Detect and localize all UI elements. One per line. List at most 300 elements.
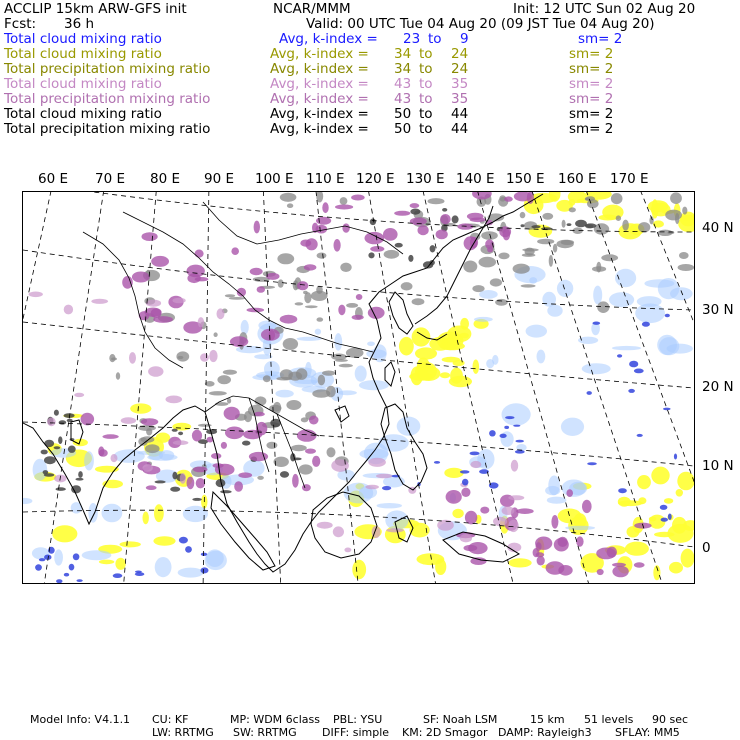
cloud-blob bbox=[546, 561, 565, 574]
field-avg-label: Avg, k-index = bbox=[270, 91, 369, 107]
field-name: Total precipitation mixing ratio bbox=[4, 61, 211, 77]
cloud-blob bbox=[665, 314, 670, 318]
cloud-blob bbox=[681, 549, 694, 568]
field-name: Total cloud mixing ratio bbox=[4, 46, 162, 62]
cloud-blob bbox=[587, 462, 597, 465]
cloud-blob bbox=[141, 418, 158, 425]
field-avg-label: Avg, k-index = bbox=[270, 46, 369, 62]
cloud-blob bbox=[178, 568, 204, 578]
cloud-blob bbox=[558, 537, 568, 547]
cloud-blob bbox=[592, 266, 606, 272]
cloud-blob bbox=[54, 446, 61, 449]
cloud-blob bbox=[143, 512, 149, 525]
cloud-blob bbox=[352, 315, 364, 320]
cloud-blob bbox=[23, 498, 32, 504]
cloud-blob bbox=[177, 356, 183, 359]
field-sm: sm= 2 bbox=[569, 46, 614, 62]
field-name: Total precipitation mixing ratio bbox=[4, 121, 211, 137]
cloud-blob bbox=[597, 569, 604, 575]
cloud-blob bbox=[135, 572, 144, 576]
field-name: Total cloud mixing ratio bbox=[4, 76, 162, 92]
cloud-blob bbox=[515, 450, 525, 454]
cloud-blob bbox=[180, 473, 186, 484]
cloud-blob bbox=[322, 371, 335, 376]
cloud-blob bbox=[658, 278, 680, 299]
cloud-blob bbox=[616, 215, 621, 221]
cloud-blob bbox=[612, 346, 641, 350]
cloud-blob bbox=[151, 256, 169, 267]
cloud-blob bbox=[473, 360, 480, 374]
cloud-blob bbox=[254, 354, 272, 359]
cloud-blob bbox=[663, 408, 671, 411]
pbl-scheme: PBL: YSU bbox=[333, 713, 383, 726]
cloud-blob bbox=[386, 528, 404, 532]
cloud-blob bbox=[244, 411, 252, 422]
cloud-blob bbox=[576, 536, 583, 546]
field-k-start: 34 bbox=[394, 61, 412, 77]
longitude-label: 110 E bbox=[306, 171, 345, 187]
cloud-blob bbox=[241, 320, 249, 335]
cloud-blob bbox=[229, 297, 245, 300]
cloud-blob bbox=[618, 497, 631, 507]
cloud-blob bbox=[651, 467, 669, 485]
cloud-blob bbox=[84, 451, 94, 470]
cloud-blob bbox=[195, 250, 204, 258]
cloud-blob bbox=[460, 470, 470, 473]
cloud-blob bbox=[220, 490, 232, 493]
cloud-blob bbox=[312, 456, 320, 467]
cloud-blob bbox=[479, 257, 497, 268]
cloud-blob bbox=[677, 472, 694, 491]
cloud-blob bbox=[115, 558, 125, 570]
cloud-blob bbox=[334, 333, 342, 351]
damp-scheme: DAMP: Rayleigh3 bbox=[498, 726, 592, 739]
cloud-blob bbox=[625, 542, 649, 556]
cloud-blob bbox=[665, 210, 682, 221]
cloud-blob bbox=[88, 503, 97, 523]
cloud-blob bbox=[516, 508, 534, 514]
cloud-blob bbox=[417, 366, 440, 381]
cloud-blob bbox=[327, 447, 336, 457]
cloud-blob bbox=[470, 452, 480, 456]
cloud-blob bbox=[305, 449, 316, 454]
cloud-blob bbox=[664, 498, 673, 504]
field-row bbox=[0, 47, 740, 62]
cloud-blob bbox=[286, 400, 301, 410]
field-sm: sm= 2 bbox=[569, 106, 614, 122]
cloud-blob bbox=[635, 304, 665, 324]
cloud-blob bbox=[234, 481, 243, 492]
cloud-blob bbox=[309, 416, 319, 425]
cloud-blob bbox=[257, 476, 264, 480]
cloud-blob bbox=[505, 416, 514, 419]
cloud-blob bbox=[221, 442, 227, 449]
cloud-blob bbox=[214, 332, 218, 337]
coastline-hainan bbox=[335, 406, 349, 422]
cloud-blob bbox=[537, 239, 554, 245]
cloud-blob bbox=[682, 207, 687, 215]
cloud-blob bbox=[569, 207, 576, 212]
cloud-blob bbox=[142, 232, 158, 241]
footer-line-1 bbox=[0, 713, 740, 726]
cloud-blob bbox=[642, 322, 650, 327]
cloud-blob bbox=[359, 380, 389, 390]
cloud-blob bbox=[120, 541, 141, 547]
cloud-blob bbox=[342, 223, 349, 232]
cloud-blob bbox=[52, 525, 77, 542]
cloud-blob bbox=[521, 224, 525, 227]
cloud-blob bbox=[370, 246, 384, 252]
footer-line-2 bbox=[0, 726, 740, 739]
cloud-blob bbox=[376, 474, 392, 479]
cloud-blob bbox=[340, 197, 348, 205]
cloud-blob bbox=[653, 220, 664, 227]
cloud-blob bbox=[537, 556, 545, 566]
header-line-1 bbox=[0, 2, 740, 17]
model-info: Model Info: V4.1.1 bbox=[30, 713, 131, 726]
field-sm: sm= 2 bbox=[569, 121, 614, 137]
mp-scheme: MP: WDM 6class bbox=[230, 713, 320, 726]
field-name: Total cloud mixing ratio bbox=[4, 106, 162, 122]
cloud-blob bbox=[339, 364, 353, 368]
field-k-start: 50 bbox=[394, 121, 412, 137]
cu-scheme: CU: KF bbox=[152, 713, 189, 726]
cloud-blob bbox=[340, 263, 351, 272]
field-k-end: 35 bbox=[451, 91, 469, 107]
cloud-blob bbox=[132, 272, 150, 283]
cloud-blob bbox=[618, 223, 641, 239]
cloud-blob bbox=[601, 254, 618, 261]
cloud-blob bbox=[56, 579, 62, 583]
cloud-blob bbox=[98, 446, 104, 456]
cloud-blob bbox=[521, 284, 536, 287]
cloud-blob bbox=[515, 440, 524, 443]
cloud-blob bbox=[668, 514, 672, 520]
cloud-blob bbox=[597, 301, 609, 313]
cloud-blob bbox=[511, 460, 518, 472]
cloud-blob bbox=[295, 302, 304, 305]
cloud-blob bbox=[440, 214, 451, 224]
cloud-blob bbox=[155, 557, 172, 577]
cloud-blob bbox=[317, 253, 327, 259]
cloud-blob bbox=[493, 517, 507, 526]
cloud-blob bbox=[82, 550, 112, 560]
cloud-blob bbox=[526, 325, 547, 338]
longitude-label: 60 E bbox=[38, 171, 68, 187]
cloud-blob bbox=[316, 217, 331, 225]
cloud-blob bbox=[551, 515, 558, 529]
cloud-blob bbox=[545, 486, 560, 495]
cloud-blob bbox=[78, 471, 83, 478]
cloud-blob bbox=[44, 473, 55, 476]
cloud-blob bbox=[277, 253, 294, 264]
cloud-blob bbox=[382, 486, 391, 490]
cloud-blob bbox=[121, 417, 136, 424]
field-to: to bbox=[428, 31, 442, 47]
longitude-label: 170 E bbox=[610, 171, 649, 187]
cloud-blob bbox=[611, 193, 623, 204]
cloud-blob bbox=[442, 208, 447, 212]
cloud-blob bbox=[297, 281, 308, 290]
field-to: to bbox=[419, 121, 433, 137]
cloud-blob bbox=[99, 560, 114, 565]
cloud-blob bbox=[156, 433, 170, 443]
cloud-blob bbox=[412, 298, 425, 305]
cloud-blob bbox=[508, 558, 532, 567]
cloud-blob bbox=[185, 546, 192, 553]
cloud-blob bbox=[394, 211, 410, 216]
cloud-blob bbox=[537, 350, 546, 364]
cloud-blob bbox=[489, 430, 496, 436]
cloud-blob bbox=[250, 268, 263, 275]
cloud-blob bbox=[129, 352, 136, 364]
cloud-blob bbox=[649, 515, 665, 529]
field-name: Total cloud mixing ratio bbox=[4, 31, 162, 47]
cloud-blob bbox=[64, 305, 73, 315]
cloud-blob bbox=[622, 220, 629, 231]
cloud-blob bbox=[292, 474, 299, 488]
cloud-blob bbox=[368, 458, 386, 467]
cloud-blob bbox=[145, 444, 160, 453]
cloud-blob bbox=[211, 453, 221, 459]
cloud-blob bbox=[263, 375, 271, 382]
cloud-blob bbox=[103, 434, 119, 439]
cloud-blob bbox=[428, 198, 445, 204]
cloud-blob bbox=[395, 243, 403, 248]
cloud-blob bbox=[444, 468, 463, 478]
cloud-blob bbox=[575, 220, 587, 228]
field-to: to bbox=[419, 61, 433, 77]
cloud-blob bbox=[566, 489, 573, 497]
cloud-blob bbox=[450, 368, 463, 384]
cloud-blob bbox=[434, 461, 440, 464]
cloud-blob bbox=[658, 230, 673, 236]
cloud-blob bbox=[399, 337, 414, 356]
cloud-blob bbox=[567, 223, 572, 226]
longitude-label: 90 E bbox=[204, 171, 234, 187]
longitude-label: 70 E bbox=[95, 171, 125, 187]
cloud-blob bbox=[205, 551, 227, 570]
field-to: to bbox=[419, 106, 433, 122]
cloud-blob bbox=[238, 472, 252, 478]
field-k-end: 9 bbox=[460, 31, 469, 47]
cloud-blob bbox=[77, 579, 83, 582]
longitude-label: 80 E bbox=[150, 171, 180, 187]
cloud-blob bbox=[568, 199, 575, 206]
km-scheme: KM: 2D Smagor bbox=[402, 726, 488, 739]
cloud-blob bbox=[436, 230, 448, 240]
fcst-label: Fcst: bbox=[4, 16, 37, 32]
cloud-blob bbox=[561, 418, 584, 436]
map-panel bbox=[22, 191, 695, 584]
cloud-blob bbox=[440, 342, 465, 350]
cloud-blob bbox=[468, 542, 487, 554]
cloud-blob bbox=[412, 327, 431, 346]
cloud-blob bbox=[500, 434, 507, 438]
cloud-blob bbox=[217, 308, 225, 319]
cloud-blob bbox=[670, 192, 682, 204]
cloud-blob bbox=[498, 253, 509, 260]
cloud-blob bbox=[383, 228, 398, 241]
cloud-blob bbox=[201, 553, 207, 556]
cloud-blob bbox=[299, 464, 313, 474]
cloud-blob bbox=[91, 299, 108, 304]
cloud-blob bbox=[462, 479, 468, 486]
cloud-blob bbox=[312, 389, 330, 397]
cloud-blob bbox=[266, 273, 279, 280]
cloud-blob bbox=[44, 456, 56, 464]
cloud-blob bbox=[225, 294, 235, 297]
cloud-blob bbox=[508, 520, 518, 532]
valid-time: Valid: 00 UTC Tue 04 Aug 20 (09 JST Tue 04 Aug 20) bbox=[306, 16, 655, 32]
cloud-blob bbox=[224, 407, 240, 420]
cloud-blob bbox=[504, 196, 513, 201]
cloud-blob bbox=[173, 298, 186, 304]
field-row bbox=[0, 92, 740, 107]
cloud-blob bbox=[166, 396, 183, 404]
cloud-blob bbox=[461, 488, 470, 497]
cloud-blob bbox=[370, 219, 376, 226]
field-k-start: 34 bbox=[394, 46, 412, 62]
cloud-blob bbox=[143, 464, 153, 472]
cloud-blob bbox=[678, 264, 694, 271]
cloud-blob bbox=[148, 366, 163, 377]
cloud-blob bbox=[201, 567, 209, 573]
cloud-blob bbox=[198, 317, 204, 327]
cloud-blob bbox=[679, 252, 689, 259]
cloud-blob bbox=[173, 440, 189, 445]
cloud-blob bbox=[81, 413, 95, 426]
cloud-blob bbox=[520, 212, 526, 218]
cloud-blob bbox=[209, 350, 217, 362]
cloud-blob bbox=[365, 232, 385, 244]
cloud-blob bbox=[470, 461, 481, 468]
cloud-blob bbox=[153, 536, 175, 545]
cloud-blob bbox=[676, 489, 683, 497]
cloud-blob bbox=[73, 553, 80, 560]
cloud-blob bbox=[401, 282, 413, 290]
cloud-blob bbox=[195, 277, 209, 281]
cloud-blob bbox=[141, 436, 155, 442]
cloud-blob bbox=[297, 429, 317, 441]
cloud-blob bbox=[452, 215, 459, 223]
cloud-blob bbox=[612, 563, 626, 567]
latitude-label: 20 N bbox=[702, 379, 734, 395]
longitude-label: 150 E bbox=[506, 171, 545, 187]
sf-scheme: SF: Noah LSM bbox=[423, 713, 498, 726]
cloud-blob bbox=[305, 305, 318, 308]
levels: 51 levels bbox=[584, 713, 634, 726]
cloud-blob bbox=[368, 252, 374, 258]
cloud-blob bbox=[638, 222, 650, 232]
cloud-blob bbox=[266, 442, 277, 449]
longitude-label: 130 E bbox=[406, 171, 445, 187]
cloud-blob bbox=[209, 391, 227, 395]
cloud-blob bbox=[154, 504, 164, 522]
cloud-blob bbox=[146, 485, 157, 490]
cloud-blob bbox=[582, 500, 592, 513]
latitude-label: 30 N bbox=[702, 302, 734, 318]
cloud-blob bbox=[75, 478, 83, 481]
cloud-blob bbox=[648, 200, 669, 212]
cloud-blob bbox=[192, 498, 202, 501]
cloud-blob bbox=[492, 355, 498, 365]
cloud-blob bbox=[242, 441, 250, 446]
cloud-blob bbox=[669, 562, 683, 574]
cloud-blob bbox=[71, 485, 81, 493]
cloud-blob bbox=[102, 504, 123, 523]
field-k-start: 43 bbox=[394, 76, 412, 92]
latitude-label: 40 N bbox=[702, 220, 734, 236]
cloud-blob bbox=[418, 225, 429, 235]
cloud-blob bbox=[522, 248, 538, 251]
cloud-blob bbox=[346, 303, 358, 308]
cloud-blob bbox=[215, 402, 228, 406]
cloud-blob bbox=[303, 291, 308, 294]
cloud-blob bbox=[311, 291, 328, 301]
cloud-blob bbox=[58, 436, 62, 444]
field-k-end: 24 bbox=[451, 46, 469, 62]
cloud-blob bbox=[116, 372, 120, 379]
cloud-blob bbox=[408, 255, 413, 262]
field-k-end: 35 bbox=[451, 76, 469, 92]
cloud-blob bbox=[556, 240, 573, 248]
field-avg-label: Avg, k-index = bbox=[270, 106, 369, 122]
cloud-blob bbox=[280, 471, 289, 478]
sflay-scheme: SFLAY: MM5 bbox=[615, 726, 680, 739]
cloud-blob bbox=[660, 505, 668, 510]
cloud-blob bbox=[316, 225, 328, 234]
grid-spacing: 15 km bbox=[530, 713, 565, 726]
cloud-blob bbox=[283, 338, 298, 350]
cloud-blob bbox=[440, 372, 450, 378]
cloud-blob bbox=[187, 477, 195, 490]
cloud-blob bbox=[113, 573, 123, 578]
cloud-blob bbox=[452, 509, 463, 518]
cloud-blob bbox=[130, 403, 151, 413]
cloud-blob bbox=[463, 261, 477, 273]
cloud-blob bbox=[470, 557, 486, 565]
field-row bbox=[0, 32, 740, 47]
cloud-blob bbox=[304, 264, 317, 270]
lw-scheme: LW: RRTMG bbox=[152, 726, 214, 739]
cloud-blob bbox=[287, 203, 293, 208]
field-row bbox=[0, 77, 740, 92]
cloud-blob bbox=[351, 195, 365, 201]
cloud-blob bbox=[367, 342, 375, 347]
field-avg-label: Avg, k-index = bbox=[270, 121, 369, 137]
cloud-blob bbox=[69, 564, 75, 571]
cloud-blob bbox=[618, 488, 627, 493]
field-avg-label: Avg, k-index = bbox=[270, 61, 369, 77]
cloud-blob bbox=[64, 573, 69, 577]
cloud-blob bbox=[355, 366, 367, 382]
cloud-blob bbox=[317, 317, 324, 321]
cloud-blob bbox=[513, 425, 520, 427]
cloud-blob bbox=[657, 335, 677, 355]
field-k-start: 23 bbox=[403, 31, 421, 47]
field-sm: sm= 2 bbox=[569, 76, 614, 92]
cloud-blob bbox=[39, 558, 45, 561]
longitude-label: 140 E bbox=[456, 171, 495, 187]
cloud-blob bbox=[223, 370, 237, 375]
coastline-korea bbox=[389, 292, 413, 334]
cloud-blob bbox=[215, 464, 235, 476]
cloud-blob bbox=[531, 225, 540, 228]
cloud-blob bbox=[172, 429, 178, 432]
cloud-blob bbox=[634, 562, 645, 567]
cloud-blob bbox=[317, 522, 333, 529]
